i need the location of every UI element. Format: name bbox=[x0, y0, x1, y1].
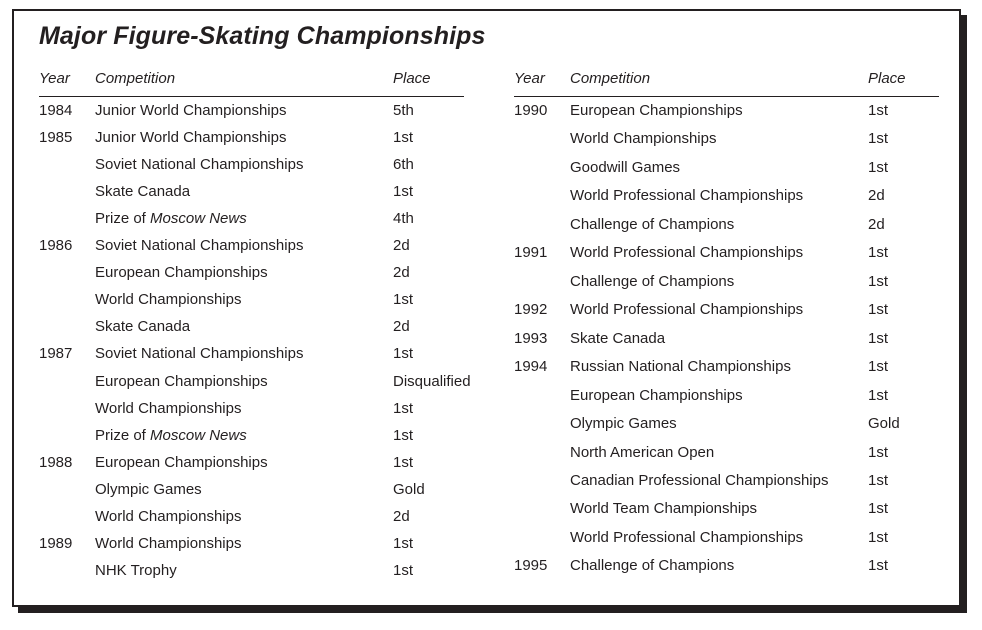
place-cell: 1st bbox=[393, 562, 414, 579]
competition-cell: World Professional Championships bbox=[570, 529, 804, 546]
right-table bbox=[514, 66, 939, 574]
competition-header: Competition bbox=[570, 70, 651, 87]
place-header: Place bbox=[868, 70, 906, 87]
competition-cell: World Professional Championships bbox=[570, 187, 804, 204]
place-cell: 4th bbox=[393, 210, 414, 227]
place-cell: 2d bbox=[393, 264, 410, 281]
place-cell: 1st bbox=[393, 535, 414, 552]
year-cell: 1989 bbox=[39, 535, 73, 552]
year-cell: 1986 bbox=[39, 237, 73, 254]
competition-prefix: Prize of bbox=[95, 427, 151, 444]
place-cell: 5th bbox=[393, 102, 414, 119]
competition-cell: European Championships bbox=[95, 454, 268, 471]
place-cell: 1st bbox=[393, 400, 414, 417]
year-cell: 1992 bbox=[514, 301, 548, 318]
place-cell: 1st bbox=[393, 427, 414, 444]
year-cell: 1995 bbox=[514, 557, 548, 574]
year-cell: 1988 bbox=[39, 454, 73, 471]
competition-cell bbox=[95, 210, 247, 227]
competition-cell bbox=[95, 427, 247, 444]
competition-cell: Challenge of Champions bbox=[570, 273, 735, 290]
competition-cell: Russian National Championships bbox=[570, 358, 791, 375]
place-cell: 1st bbox=[393, 345, 414, 362]
competition-cell: Skate Canada bbox=[570, 330, 666, 347]
competition-cell: Soviet National Championships bbox=[95, 156, 304, 173]
competition-cell: World Professional Championships bbox=[570, 244, 804, 261]
place-cell: Gold bbox=[393, 481, 425, 498]
place-cell: 1st bbox=[868, 472, 889, 489]
competition-cell: Canadian Professional Championships bbox=[570, 472, 829, 489]
place-cell: 1st bbox=[868, 273, 889, 290]
place-cell: 1st bbox=[868, 244, 889, 261]
year-cell: 1985 bbox=[39, 129, 73, 146]
place-cell: 1st bbox=[868, 102, 889, 119]
competition-cell: World Championships bbox=[95, 291, 242, 308]
place-cell: 1st bbox=[868, 358, 889, 375]
left-table-header bbox=[39, 66, 464, 97]
competition-cell: Olympic Games bbox=[570, 415, 677, 432]
competition-cell: European Championships bbox=[570, 102, 743, 119]
place-cell: Gold bbox=[868, 415, 900, 432]
competition-cell: Junior World Championships bbox=[95, 129, 287, 146]
place-cell: 1st bbox=[868, 387, 889, 404]
place-header: Place bbox=[393, 70, 431, 87]
place-cell: 2d bbox=[868, 216, 885, 233]
competition-cell: North American Open bbox=[570, 444, 715, 461]
place-cell: 1st bbox=[868, 557, 889, 574]
year-cell: 1990 bbox=[514, 102, 548, 119]
place-cell: 1st bbox=[868, 444, 889, 461]
place-cell: Disqualified bbox=[393, 373, 471, 390]
year-cell: 1994 bbox=[514, 358, 548, 375]
place-cell: 2d bbox=[393, 237, 410, 254]
year-cell: 1991 bbox=[514, 244, 548, 261]
place-cell: 1st bbox=[868, 130, 889, 147]
place-cell: 1st bbox=[393, 291, 414, 308]
place-cell: 1st bbox=[868, 500, 889, 517]
competition-cell: World Professional Championships bbox=[570, 301, 804, 318]
page-title: Major Figure-Skating Championships bbox=[39, 22, 486, 50]
year-header: Year bbox=[514, 70, 545, 87]
competition-cell: World Championships bbox=[95, 535, 242, 552]
place-cell: 1st bbox=[868, 529, 889, 546]
place-cell: 1st bbox=[868, 330, 889, 347]
right-table-header bbox=[514, 66, 939, 97]
competition-cell: Olympic Games bbox=[95, 481, 202, 498]
place-cell: 1st bbox=[868, 301, 889, 318]
place-cell: 6th bbox=[393, 156, 414, 173]
competition-italic: Moscow News bbox=[150, 427, 247, 444]
year-cell: 1993 bbox=[514, 330, 548, 347]
competition-italic: Moscow News bbox=[150, 210, 247, 227]
place-cell: 2d bbox=[393, 318, 410, 335]
competition-cell: Skate Canada bbox=[95, 183, 191, 200]
competition-cell: Goodwill Games bbox=[570, 159, 681, 176]
competition-cell: European Championships bbox=[95, 264, 268, 281]
place-cell: 2d bbox=[393, 508, 410, 525]
place-cell: 1st bbox=[393, 129, 414, 146]
competition-cell: World Team Championships bbox=[570, 500, 758, 517]
place-cell: 1st bbox=[393, 454, 414, 471]
competition-cell: European Championships bbox=[95, 373, 268, 390]
competition-cell: Soviet National Championships bbox=[95, 345, 304, 362]
competition-cell: Challenge of Champions bbox=[570, 216, 735, 233]
competition-cell: Soviet National Championships bbox=[95, 237, 304, 254]
competition-cell: World Championships bbox=[570, 130, 717, 147]
competition-cell: World Championships bbox=[95, 400, 242, 417]
competition-cell: Challenge of Champions bbox=[570, 557, 735, 574]
competition-cell: Skate Canada bbox=[95, 318, 191, 335]
competition-cell: European Championships bbox=[570, 387, 743, 404]
year-header: Year bbox=[39, 70, 70, 87]
place-cell: 1st bbox=[393, 183, 414, 200]
year-cell: 1987 bbox=[39, 345, 73, 362]
competition-cell: NHK Trophy bbox=[95, 562, 177, 579]
competition-header: Competition bbox=[95, 70, 176, 87]
place-cell: 1st bbox=[868, 159, 889, 176]
competition-cell: Junior World Championships bbox=[95, 102, 287, 119]
competition-cell: World Championships bbox=[95, 508, 242, 525]
left-table bbox=[39, 66, 471, 579]
place-cell: 2d bbox=[868, 187, 885, 204]
competition-prefix: Prize of bbox=[95, 210, 151, 227]
year-cell: 1984 bbox=[39, 102, 73, 119]
